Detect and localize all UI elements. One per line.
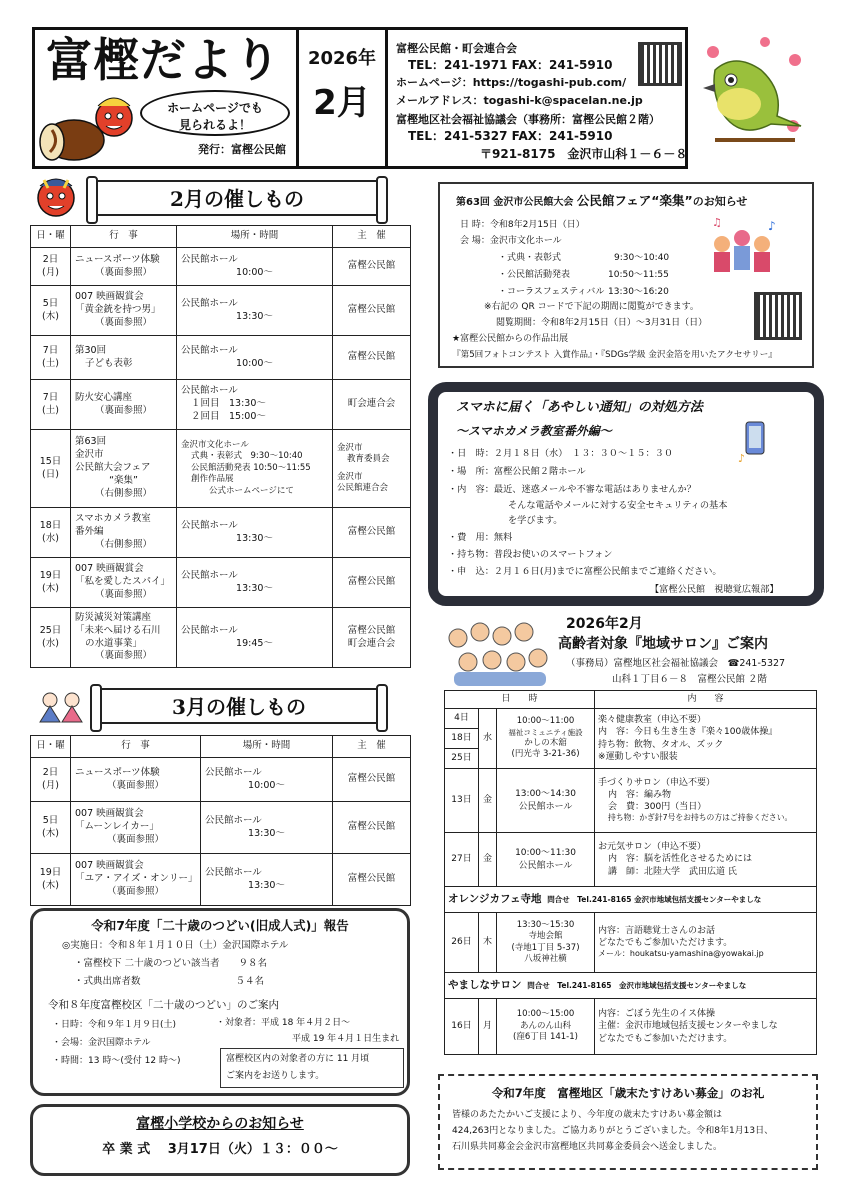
row-place: 公民館ホール <box>181 569 238 581</box>
table-row <box>445 769 817 833</box>
row-time: 10:00～ <box>236 357 273 369</box>
table-row <box>31 508 411 558</box>
ceremony-note-1: 富樫校区内の対象者の方に 11 月頃 <box>226 1054 370 1064</box>
salon-table-header <box>445 691 817 709</box>
mail-address[interactable]: メールアドレス：togashi-k@spacelan.ne.jp <box>396 94 643 107</box>
row-event-line: 007 映画観賞会 <box>75 291 144 303</box>
row-event-line: （右側参照） <box>94 487 152 499</box>
fair-time-3: 13:30～16:20 <box>608 287 669 297</box>
orange-cafe-contact: 問合せ Tel.241-8165 金沢市地域包括支援センターやましな <box>547 895 762 905</box>
table-row <box>445 887 817 913</box>
feb-events-table <box>30 225 411 668</box>
row-time: 13:30～ <box>236 582 273 594</box>
row-date: 19日 <box>39 866 62 878</box>
salon-date: 26日 <box>445 913 479 973</box>
homepage-qr-code[interactable] <box>638 42 682 86</box>
salon-dow: 金 <box>479 769 497 833</box>
row-host: 金沢市 <box>337 471 363 482</box>
salon-content: 内 容：脳を活性化させるためには <box>608 854 753 865</box>
yamashina-salon-contact: 問合せ Tel.241-8165 金沢市地域包括支援センターやましな <box>527 981 747 991</box>
ceremony-report-title: 令和7年度「二十歳のつどい(旧成人式)」報告 <box>91 918 349 933</box>
salon-schedule-table <box>444 690 817 1055</box>
row-event-line: 007 映画観賞会 <box>75 808 144 820</box>
table-row <box>31 286 411 336</box>
mar-table-header <box>31 736 411 758</box>
salon-dow: 水 <box>479 709 497 769</box>
table-row <box>31 854 411 906</box>
col-date: 日・曜 <box>31 226 71 248</box>
fair-title-end: のお知らせ <box>692 195 748 208</box>
row-time: 創作作品展 <box>191 474 234 485</box>
salon-title: 高齢者対象『地域サロン』ご案内 <box>558 636 768 652</box>
row-host: 富樫公民館 <box>333 286 411 336</box>
mar-events-table <box>30 735 411 906</box>
phone-notice-content: ・内 容：最近、迷惑メールや不審な電話はありませんか？ <box>448 484 696 495</box>
row-time: 10:00～ <box>248 779 285 791</box>
phone-notice-signature: 【富樫公民館 視聴覚広報部】 <box>650 584 779 595</box>
phone-notice-bring: ・持ち物：普段お使いのスマートフォン <box>448 549 613 560</box>
ceremony-attendance: ・式典出席者数 ５４名 <box>74 976 265 987</box>
salon-content: 持ち物：飲物、タオル、ズック <box>598 739 724 750</box>
row-host: 富樫公民館 <box>333 558 411 608</box>
row-date: 25日 <box>39 624 62 636</box>
fair-title-small: 第63回 金沢市公民館大会 <box>456 197 574 208</box>
salon-date: 18日 <box>445 729 479 749</box>
row-event-line: （裏面参照） <box>106 779 164 791</box>
fair-title-quote: “楽集” <box>651 193 693 208</box>
row-event-line: 子ども表彰 <box>85 357 133 369</box>
row-event-line: “楽集” <box>109 474 138 486</box>
next-ceremony-date: ・日時：令和９年１月９日(土) <box>52 1020 177 1030</box>
row-event-line: （裏面参照） <box>106 833 164 845</box>
row-place: 公民館ホール <box>205 866 262 878</box>
choir-illustration <box>708 214 786 278</box>
salon-content: 内 容：編み物 <box>608 790 672 801</box>
row-host: 公民館連合会 <box>337 482 389 493</box>
col-place-time: 場所・時間 <box>201 736 333 758</box>
salon-content: どなたでもご参加いただけます。 <box>598 1033 733 1044</box>
row-time: 公民館活動発表 10:50～11:55 <box>191 462 311 473</box>
mar-events-banner: 3月の催しもの <box>96 688 382 724</box>
table-row <box>31 336 411 380</box>
row-event-line: （裏面参照） <box>94 650 152 662</box>
salon-venue-note: 八坂神社横 <box>524 953 567 964</box>
row-place: 公民館ホール <box>181 344 238 356</box>
school-notice-box <box>30 1104 410 1176</box>
salon-content: 主催：金沢市地域包括支援センターやましな <box>598 1021 778 1032</box>
row-date: 2日 <box>42 253 59 265</box>
ceremony-eligible: ・富樫校下 二十歳のつどい該当者 ９８名 <box>74 958 268 969</box>
newsletter-title: 富樫だより <box>46 33 281 87</box>
table-row <box>31 758 411 802</box>
row-place: 公民館ホール <box>181 519 238 531</box>
table-row <box>445 999 817 1055</box>
salon-content: 内容：ごぼう先生のイス体操 <box>598 1009 715 1020</box>
salon-content: どなたでもご参加いただけます。 <box>598 938 733 949</box>
table-row <box>445 833 817 887</box>
row-date: 7日 <box>42 344 59 356</box>
ceremony-note-2: ご案内をお送りします。 <box>226 1071 325 1081</box>
row-event-line: 007 映画観賞会 <box>75 563 144 575</box>
orange-cafe-title: オレンジカフェ寺地 <box>448 893 542 906</box>
row-host: 富樫公民館 <box>333 802 411 854</box>
row-host: 金沢市 <box>337 442 363 453</box>
hina-dolls-icon <box>36 688 86 724</box>
row-event-line: （裏面参照） <box>106 885 164 897</box>
row-event-line: 第63回 <box>75 436 107 448</box>
salon-year-month: 2026年2月 <box>566 616 643 632</box>
next-ceremony-target: ・対象者：平成 18 年４月２日～ <box>216 1018 351 1028</box>
tel-kominkan: TEL：241-1971 FAX：241-5910 <box>408 58 613 72</box>
fair-works-heading: ★富樫公民館からの作品出展 <box>452 334 569 344</box>
row-time: １回目 13:30～ <box>191 398 266 410</box>
row-place: 金沢市文化ホール <box>181 439 249 450</box>
salon-venue: 寺地会館 <box>528 931 563 942</box>
table-row <box>445 913 817 973</box>
row-event-line: 金沢市 <box>75 449 104 461</box>
fair-time-2: 10:50～11:55 <box>608 270 669 280</box>
row-event-line: 防火安心講座 <box>75 391 133 403</box>
row-host: 町会連合会 <box>333 380 411 430</box>
next-ceremony-venue: ・会場：金沢国際ホテル <box>52 1038 151 1048</box>
salon-date: 4日 <box>445 709 479 729</box>
row-event-line: 公民館大会フェア <box>75 462 151 474</box>
row-place: 公民館ホール <box>181 297 238 309</box>
row-place: 公民館ホール <box>181 624 238 636</box>
salon-content: 手づくりサロン（申込不要） <box>598 778 716 789</box>
row-time: 13:30～ <box>248 827 285 839</box>
row-date: 2日 <box>42 766 59 778</box>
next-ceremony-time: ・時間：13 時～(受付 12 時～) <box>52 1056 181 1066</box>
phone-notice-date: ・日 時：２月１８日（水） １３：３０～１５：３０ <box>448 448 674 459</box>
col-place-time: 場所・時間 <box>177 226 333 248</box>
fair-venue: 会 場：金沢市文化ホール <box>460 236 562 246</box>
next-ceremony-title: 令和８年度富樫校区「二十歳のつどい」のご案内 <box>48 999 279 1011</box>
table-row <box>445 973 817 999</box>
fund-thanks-line-1: 皆様のあたたかいご支援により、今年度の歳末たすけあい募金額は <box>452 1110 723 1120</box>
row-time: 13:30～ <box>236 532 273 544</box>
ceremony-date: ◎実施日：令和８年１月１０日（土）金沢国際ホテル <box>62 940 289 951</box>
salon-venue-address: (寺地1丁目 5-37) <box>511 942 580 953</box>
phone-scam-title: スマホに届く「あやしい通知」の対処方法 <box>456 400 703 415</box>
elderly-group-illustration <box>440 616 552 688</box>
row-host: 富樫公民館 <box>347 624 396 636</box>
col-host: 主 催 <box>333 226 411 248</box>
phone-scam-subtitle: ～スマホカメラ教室番外編～ <box>456 424 612 438</box>
org-name-kominkan: 富樫公民館・町会連合会 <box>396 42 517 55</box>
row-time: 13:30～ <box>248 879 285 891</box>
row-time: 10:00～ <box>236 266 273 278</box>
salon-content: メール：houkatsu-yamashina@yowakai.jp <box>598 949 764 959</box>
salon-content: 内 容：今日も生き生き『楽々100歳体操』 <box>598 727 778 738</box>
phone-notice-apply: ・申 込：２月１６日(月)までに富樫公民館までご連絡ください。 <box>448 566 722 577</box>
feb-table-header <box>31 226 411 248</box>
row-event-line: （裏面参照） <box>94 404 152 416</box>
fair-works-list: 『第5回フォトコンテスト 入賞作品』・『SDGs学級 金沢金箔を用いたアクセサリー』 <box>452 350 777 360</box>
row-dow: (土) <box>42 404 59 416</box>
row-host: 富樫公民館 <box>333 508 411 558</box>
fund-thanks-line-3: 石川県共同募金会金沢市富樫地区共同募金委員会へ送金しました。 <box>452 1142 723 1152</box>
row-event-line: （右側参照） <box>94 538 152 550</box>
row-date: 15日 <box>39 455 62 467</box>
salon-time: 10:00～11:30 <box>515 848 576 859</box>
row-date: 7日 <box>42 391 59 403</box>
row-dow: (水) <box>42 532 59 544</box>
row-place: 公民館ホール <box>181 253 238 265</box>
salon-venue: かしの木舘 <box>524 737 567 748</box>
row-dow: (木) <box>42 827 59 839</box>
row-event-line: 「未来へ届ける石川 <box>75 624 161 636</box>
salon-content: 講 師：北陸大学 武田広道 氏 <box>608 866 737 877</box>
row-dow: (木) <box>42 879 59 891</box>
col-date-time: 日 時 <box>445 691 595 709</box>
row-event-line: 「ユア・アイズ・オンリー」 <box>75 873 198 885</box>
fair-time-1: 9:30～10:40 <box>614 253 670 263</box>
salon-office: （事務局）富樫地区社会福祉協議会 ☎241-5327 <box>566 658 786 669</box>
fair-program-1: ・式典・表彰式 <box>498 253 562 263</box>
fair-qr-note: ※右記の QR コードで下記の期間に閲覧ができます。 <box>484 302 699 312</box>
row-time: 13:30～ <box>236 310 273 322</box>
row-event-line: （裏面参照） <box>94 266 152 278</box>
row-host: 富樫公民館 <box>333 758 411 802</box>
row-date: 5日 <box>42 297 59 309</box>
salon-dow: 木 <box>479 913 497 973</box>
row-event-line: 「黄金銃を持つ男」 <box>75 304 161 316</box>
salon-venue: 福祉コミュニティ施設 <box>508 727 583 737</box>
row-host: 町会連合会 <box>347 637 396 649</box>
row-date: 5日 <box>42 814 59 826</box>
homepage-bubble: ホームページでも 見られるよ！ <box>140 90 290 136</box>
publisher: 発行：富樫公民館 <box>198 143 286 156</box>
col-date: 日・曜 <box>31 736 71 758</box>
salon-date: 27日 <box>445 833 479 887</box>
fund-thanks-title: 令和7年度 富樫地区「歳末たすけあい募金」のお礼 <box>491 1086 765 1100</box>
salon-time: 13:30～15:30 <box>516 919 575 930</box>
row-host: 富樫公民館 <box>333 248 411 286</box>
tel-shakyo: TEL：241-5327 FAX：241-5910 <box>408 129 613 143</box>
phone-notice-fee: ・費 用：無料 <box>448 532 513 543</box>
fair-qr-code[interactable] <box>754 292 802 340</box>
bird-illustration <box>695 30 815 150</box>
col-host: 主 催 <box>333 736 411 758</box>
phone-notice-place: ・場 所：富樫公民館２階ホール <box>448 466 586 477</box>
fair-title <box>456 193 747 210</box>
salon-content: ※運動しやすい服装 <box>598 751 678 762</box>
row-place: 公民館ホール <box>205 814 262 826</box>
table-row <box>31 430 411 508</box>
yamashina-salon-title: やましなサロン <box>448 979 522 992</box>
row-dow: (日) <box>42 468 59 480</box>
table-row <box>31 380 411 430</box>
fair-view-period: 閲覧期間：令和8年2月15日（日）～3月31日（日） <box>496 318 708 328</box>
row-time: 19:45～ <box>236 637 273 649</box>
row-dow: (土) <box>42 357 59 369</box>
fund-thanks-line-2: 424,263円となりました。ご協力ありがとうございました。令和8年1月13日、 <box>452 1126 774 1136</box>
smartphone-icon <box>738 418 774 464</box>
col-event: 行 事 <box>71 736 201 758</box>
svg-text:♫: ♫ <box>712 216 722 229</box>
graduation-ceremony: 卒 業 式 3月17日（火）１３：００～ <box>102 1142 338 1157</box>
row-dow: (木) <box>42 310 59 322</box>
table-row <box>31 608 411 668</box>
row-event-line: スマホカメラ教室 <box>75 513 151 525</box>
row-dow: (月) <box>42 266 59 278</box>
fair-title-main: 公民館フェア <box>576 193 652 208</box>
feb-events-banner: 2月の催しもの <box>92 180 382 216</box>
salon-venue-address: (窪6丁目 141-1) <box>513 1032 578 1043</box>
fair-program-2: ・公民館活動発表 <box>498 270 571 280</box>
salon-date: 25日 <box>445 749 479 769</box>
salon-date: 13日 <box>445 769 479 833</box>
row-date: 19日 <box>39 569 62 581</box>
row-dow: (月) <box>42 779 59 791</box>
row-event-line: （裏面参照） <box>94 316 152 328</box>
row-date: 18日 <box>39 519 62 531</box>
row-event-line: 番外編 <box>75 526 104 538</box>
col-content: 内 容 <box>595 691 817 709</box>
homepage-url[interactable]: ホームページ：https://togashi-pub.com/ <box>396 76 627 89</box>
salon-time: 13:00～14:30 <box>515 789 576 800</box>
fair-date: 日 時：令和8年2月15日（日） <box>460 220 585 230</box>
row-dow: (木) <box>42 582 59 594</box>
table-row <box>445 709 817 729</box>
salon-time: 10:00～15:00 <box>516 1009 575 1020</box>
school-notice-title: 富樫小学校からのお知らせ <box>136 1116 304 1132</box>
row-host: 富樫公民館 <box>333 854 411 906</box>
salon-office-address: 山科１丁目６－８ 富樫公民館 ２階 <box>612 674 768 685</box>
salon-venue-address: (円光寺 3-21-36) <box>511 749 580 760</box>
issue-year: 2026年 <box>307 48 377 69</box>
row-time: ２回目 15:00～ <box>191 410 266 422</box>
issue-month: 2月 <box>313 83 371 123</box>
salon-content: お元気サロン（申込不要） <box>598 842 707 853</box>
salon-venue: 公民館ホール <box>518 801 573 812</box>
postal-address: 〒921-8175 金沢市山科１－６－８ <box>480 147 688 161</box>
row-host: 教育委員会 <box>347 454 390 465</box>
row-place: 公民館ホール <box>205 766 262 778</box>
table-row <box>31 248 411 286</box>
svg-text:♪: ♪ <box>738 452 746 464</box>
row-event-line: の水道事業」 <box>85 637 143 649</box>
row-event-line: 「私を愛したスパイ」 <box>75 576 171 588</box>
salon-content: 内容：言語聴覚士さんのお話 <box>598 925 716 936</box>
row-event-line: 第30回 <box>75 344 107 356</box>
salon-dow: 金 <box>479 833 497 887</box>
row-dow: (水) <box>42 637 59 649</box>
row-event-line: ニュースポーツ体験 <box>75 766 160 778</box>
salon-content: 持ち物：かぎ針7号をお持ちの方はご持参ください。 <box>608 813 793 823</box>
row-host: 富樫公民館 <box>333 336 411 380</box>
salon-time: 10:00～11:00 <box>516 716 575 727</box>
salon-content: 楽々健康教室（申込不要） <box>598 715 707 726</box>
salon-venue: 公民館ホール <box>518 860 573 871</box>
row-time: 式典・表彰式 9:30～10:40 <box>191 451 303 462</box>
row-time: 公式ホームページにて <box>209 485 294 496</box>
row-event-line: 007 映画観賞会 <box>75 860 144 872</box>
oni-mask-icon <box>30 172 82 218</box>
row-event-line: （裏面参照） <box>94 588 152 600</box>
salon-dow: 月 <box>479 999 497 1055</box>
phone-notice-content-2: そんな電話やメールに対する安全セキュリティの基本 <box>508 500 728 511</box>
table-row <box>31 802 411 854</box>
oni-rollcake-illustration <box>36 96 136 164</box>
row-event-line: ニュースポーツ体験 <box>75 253 160 265</box>
next-ceremony-target-2: 平成 19 年４月１日生まれ <box>292 1034 400 1044</box>
row-place: 公民館ホール <box>181 385 238 397</box>
salon-content: 会 費：300円（当日） <box>608 802 707 813</box>
fair-program-3: ・コーラスフェスティバル <box>498 287 605 297</box>
row-event-line: 防災減災対策講座 <box>75 611 152 623</box>
phone-notice-content-3: を学びます。 <box>508 515 563 526</box>
salon-date: 16日 <box>445 999 479 1055</box>
svg-text:♪: ♪ <box>768 219 776 233</box>
row-event-line: 「ムーンレイカー」 <box>75 821 159 833</box>
org-name-shakyo: 富樫地区社会福祉協議会（事務所：富樫公民館２階） <box>396 113 660 126</box>
col-event: 行 事 <box>71 226 177 248</box>
table-row <box>31 558 411 608</box>
salon-venue: あんのん山科 <box>520 1020 572 1031</box>
